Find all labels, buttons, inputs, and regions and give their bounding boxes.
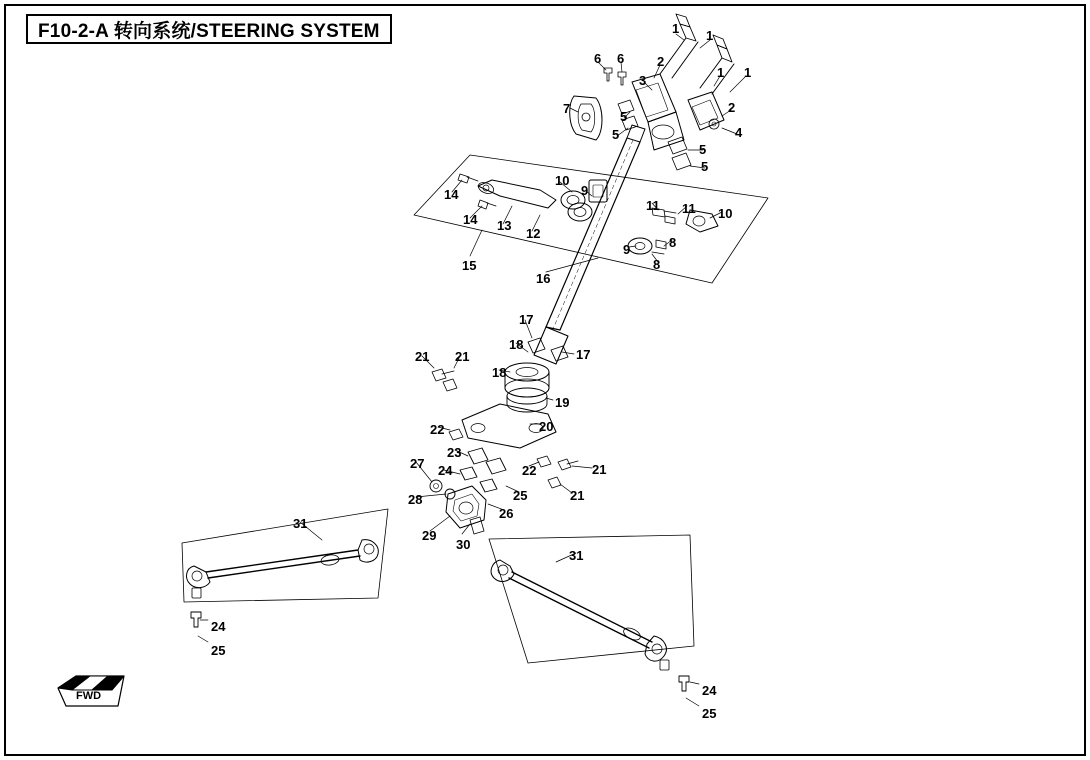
callout-number-2: 2 bbox=[728, 100, 736, 115]
callout-number-5: 5 bbox=[701, 159, 709, 174]
fwd-label: FWD bbox=[76, 690, 102, 702]
callout-number-21: 21 bbox=[455, 349, 470, 364]
callout-number-21: 21 bbox=[570, 488, 585, 503]
callout-number-20: 20 bbox=[539, 419, 554, 434]
callout-number-8: 8 bbox=[669, 235, 677, 250]
callout-number-6: 6 bbox=[617, 51, 625, 66]
callout-number-17: 17 bbox=[519, 312, 534, 327]
page-title: F10-2-A 转向系统/STEERING SYSTEM bbox=[38, 20, 380, 42]
callout-number-25: 25 bbox=[702, 706, 717, 721]
callout-number-17: 17 bbox=[576, 347, 591, 362]
callout-number-11: 11 bbox=[646, 198, 660, 213]
callout-number-25: 25 bbox=[513, 488, 528, 503]
callout-number-5: 5 bbox=[699, 142, 707, 157]
callout-number-23: 23 bbox=[447, 445, 462, 460]
callout-number-31: 31 bbox=[569, 548, 584, 563]
callout-number-3: 3 bbox=[639, 73, 647, 88]
callout-number-24: 24 bbox=[211, 619, 226, 634]
callout-number-10: 10 bbox=[555, 173, 570, 188]
callout-number-15: 15 bbox=[462, 258, 477, 273]
callout-number-10: 10 bbox=[718, 206, 733, 221]
callout-number-30: 30 bbox=[456, 537, 471, 552]
callout-number-22: 22 bbox=[430, 422, 445, 437]
callout-number-4: 4 bbox=[735, 125, 743, 140]
callout-number-14: 14 bbox=[444, 187, 459, 202]
callout-number-2: 2 bbox=[657, 54, 665, 69]
callout-number-11: 11 bbox=[682, 201, 696, 216]
callout-number-28: 28 bbox=[408, 492, 423, 507]
callout-number-27: 27 bbox=[410, 456, 425, 471]
callout-number-1: 1 bbox=[706, 28, 714, 43]
callout-number-14: 14 bbox=[463, 212, 478, 227]
callout-number-9: 9 bbox=[623, 242, 631, 257]
callout-number-26: 26 bbox=[499, 506, 514, 521]
callout-number-21: 21 bbox=[592, 462, 607, 477]
callout-number-22: 22 bbox=[522, 463, 537, 478]
callout-number-9: 9 bbox=[581, 183, 589, 198]
callout-number-18: 18 bbox=[509, 337, 524, 352]
callout-number-12: 12 bbox=[526, 226, 541, 241]
callout-number-1: 1 bbox=[717, 65, 725, 80]
callout-number-18: 18 bbox=[492, 365, 507, 380]
title-box bbox=[26, 14, 392, 44]
callout-number-31: 31 bbox=[293, 516, 308, 531]
callout-number-21: 21 bbox=[415, 349, 430, 364]
callout-number-25: 25 bbox=[211, 643, 226, 658]
callout-number-1: 1 bbox=[672, 21, 680, 36]
callout-number-24: 24 bbox=[702, 683, 717, 698]
callout-number-29: 29 bbox=[422, 528, 437, 543]
callout-number-16: 16 bbox=[536, 271, 551, 286]
callout-number-24: 24 bbox=[438, 463, 453, 478]
callout-number-8: 8 bbox=[653, 257, 661, 272]
callout-number-6: 6 bbox=[594, 51, 602, 66]
callout-number-5: 5 bbox=[612, 127, 620, 142]
callout-number-5: 5 bbox=[620, 109, 628, 124]
callout-number-7: 7 bbox=[563, 101, 571, 116]
callout-number-19: 19 bbox=[555, 395, 570, 410]
callout-number-1: 1 bbox=[744, 65, 752, 80]
callout-number-13: 13 bbox=[497, 218, 512, 233]
